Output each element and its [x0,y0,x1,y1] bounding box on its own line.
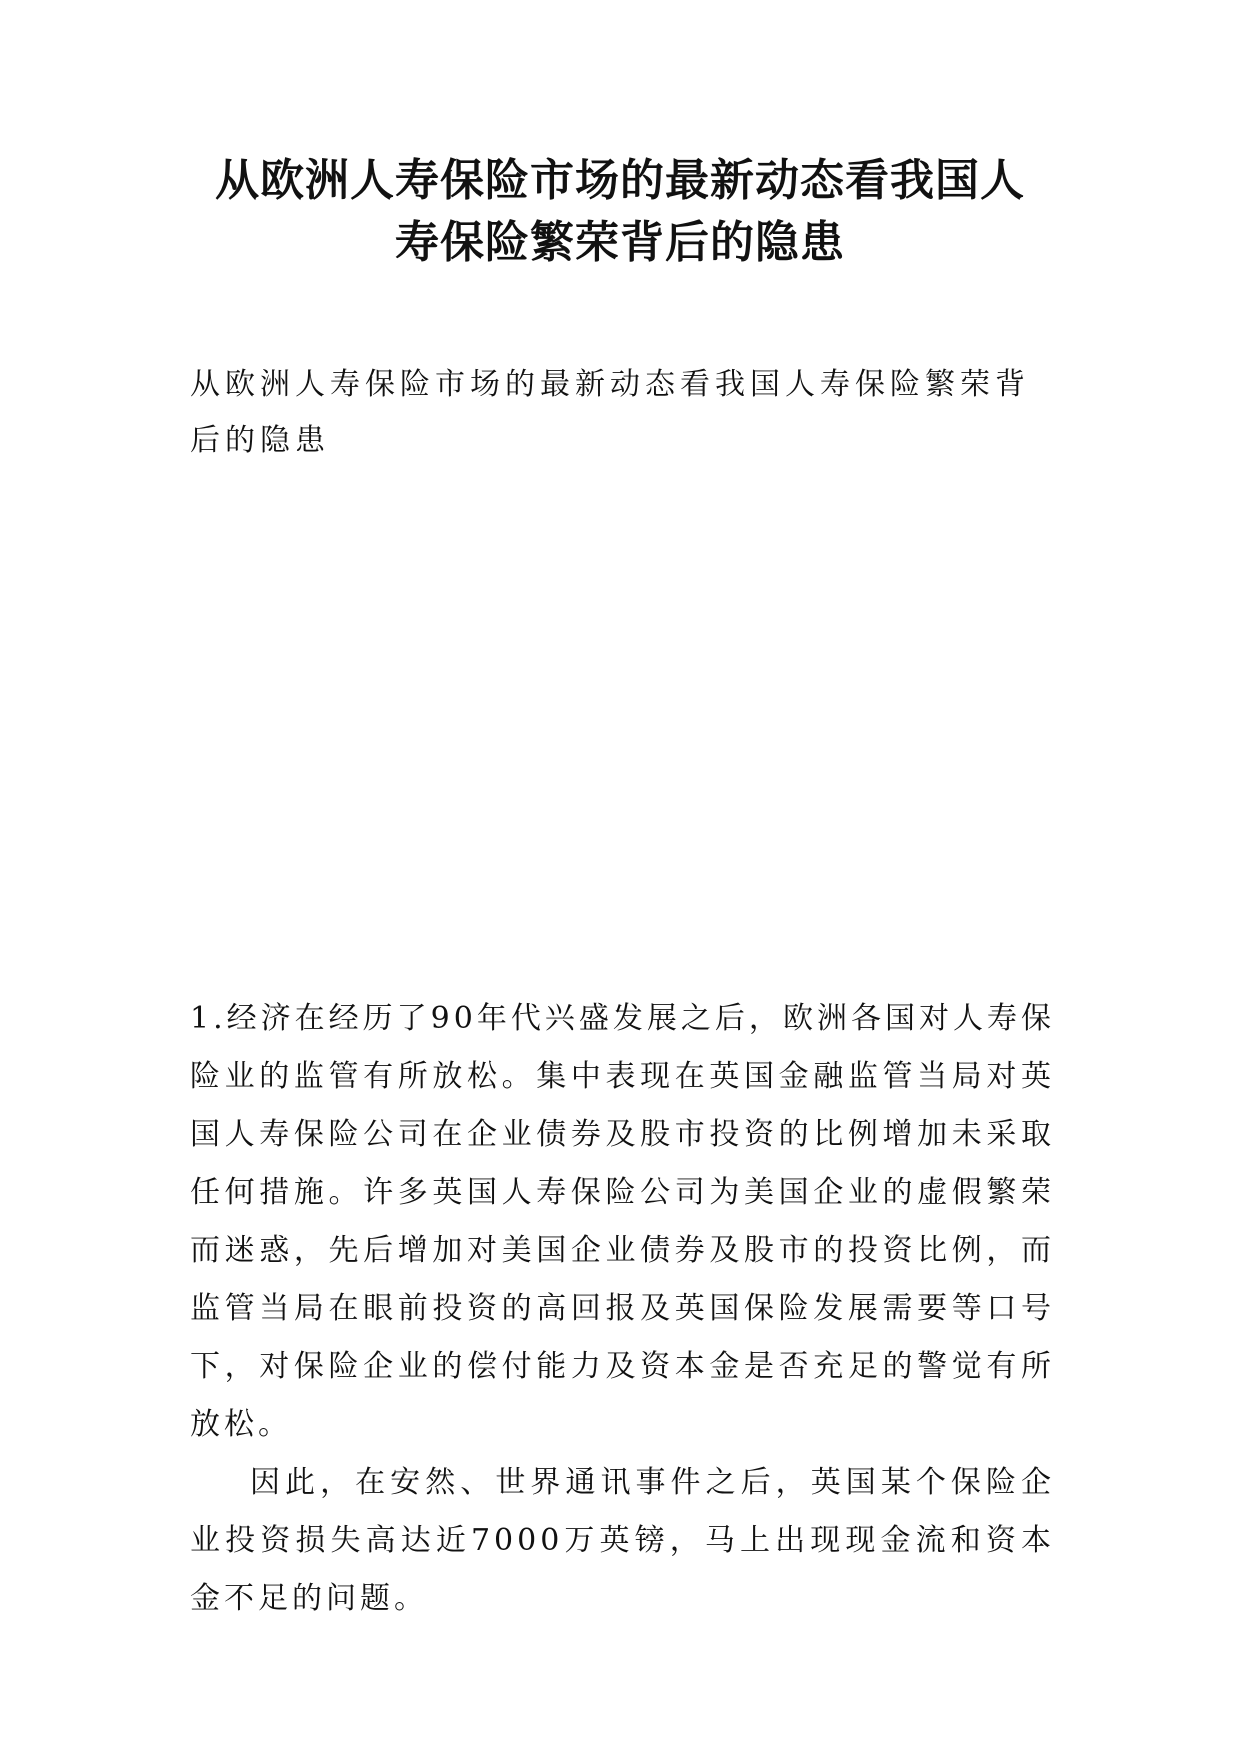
paragraph-1: 1.经济在经历了90年代兴盛发展之后，欧洲各国对人寿保险业的监管有所放松。集中表现在英国金融监管当局对英国人寿保险公司在企业债券及股市投资的比例增加未采取任何措施。许多英国人寿保险公司为美国企业的虚假繁荣而迷惑，先后增加对美国企业债券及股市的投资比例，而监管当局在眼前投资的高回报及英国保险发展需要等口号下，对保险企业的偿付能力及资本金是否充足的警觉有所放松。 [190,1001,1055,1442]
paragraph-2: 因此，在安然、世界通讯事件之后，英国某个保险企业投资损失高达近7000万英镑，马上出现现金流和资本金不足的问题。 [190,1465,1055,1616]
document-title: 从欧洲人寿保险市场的最新动态看我国人寿保险繁荣背后的隐患 [215,155,1025,268]
document-subtitle: 从欧洲人寿保险市场的最新动态看我国人寿保险繁荣背后的隐患 [190,367,1030,458]
document-body [190,990,1055,1628]
